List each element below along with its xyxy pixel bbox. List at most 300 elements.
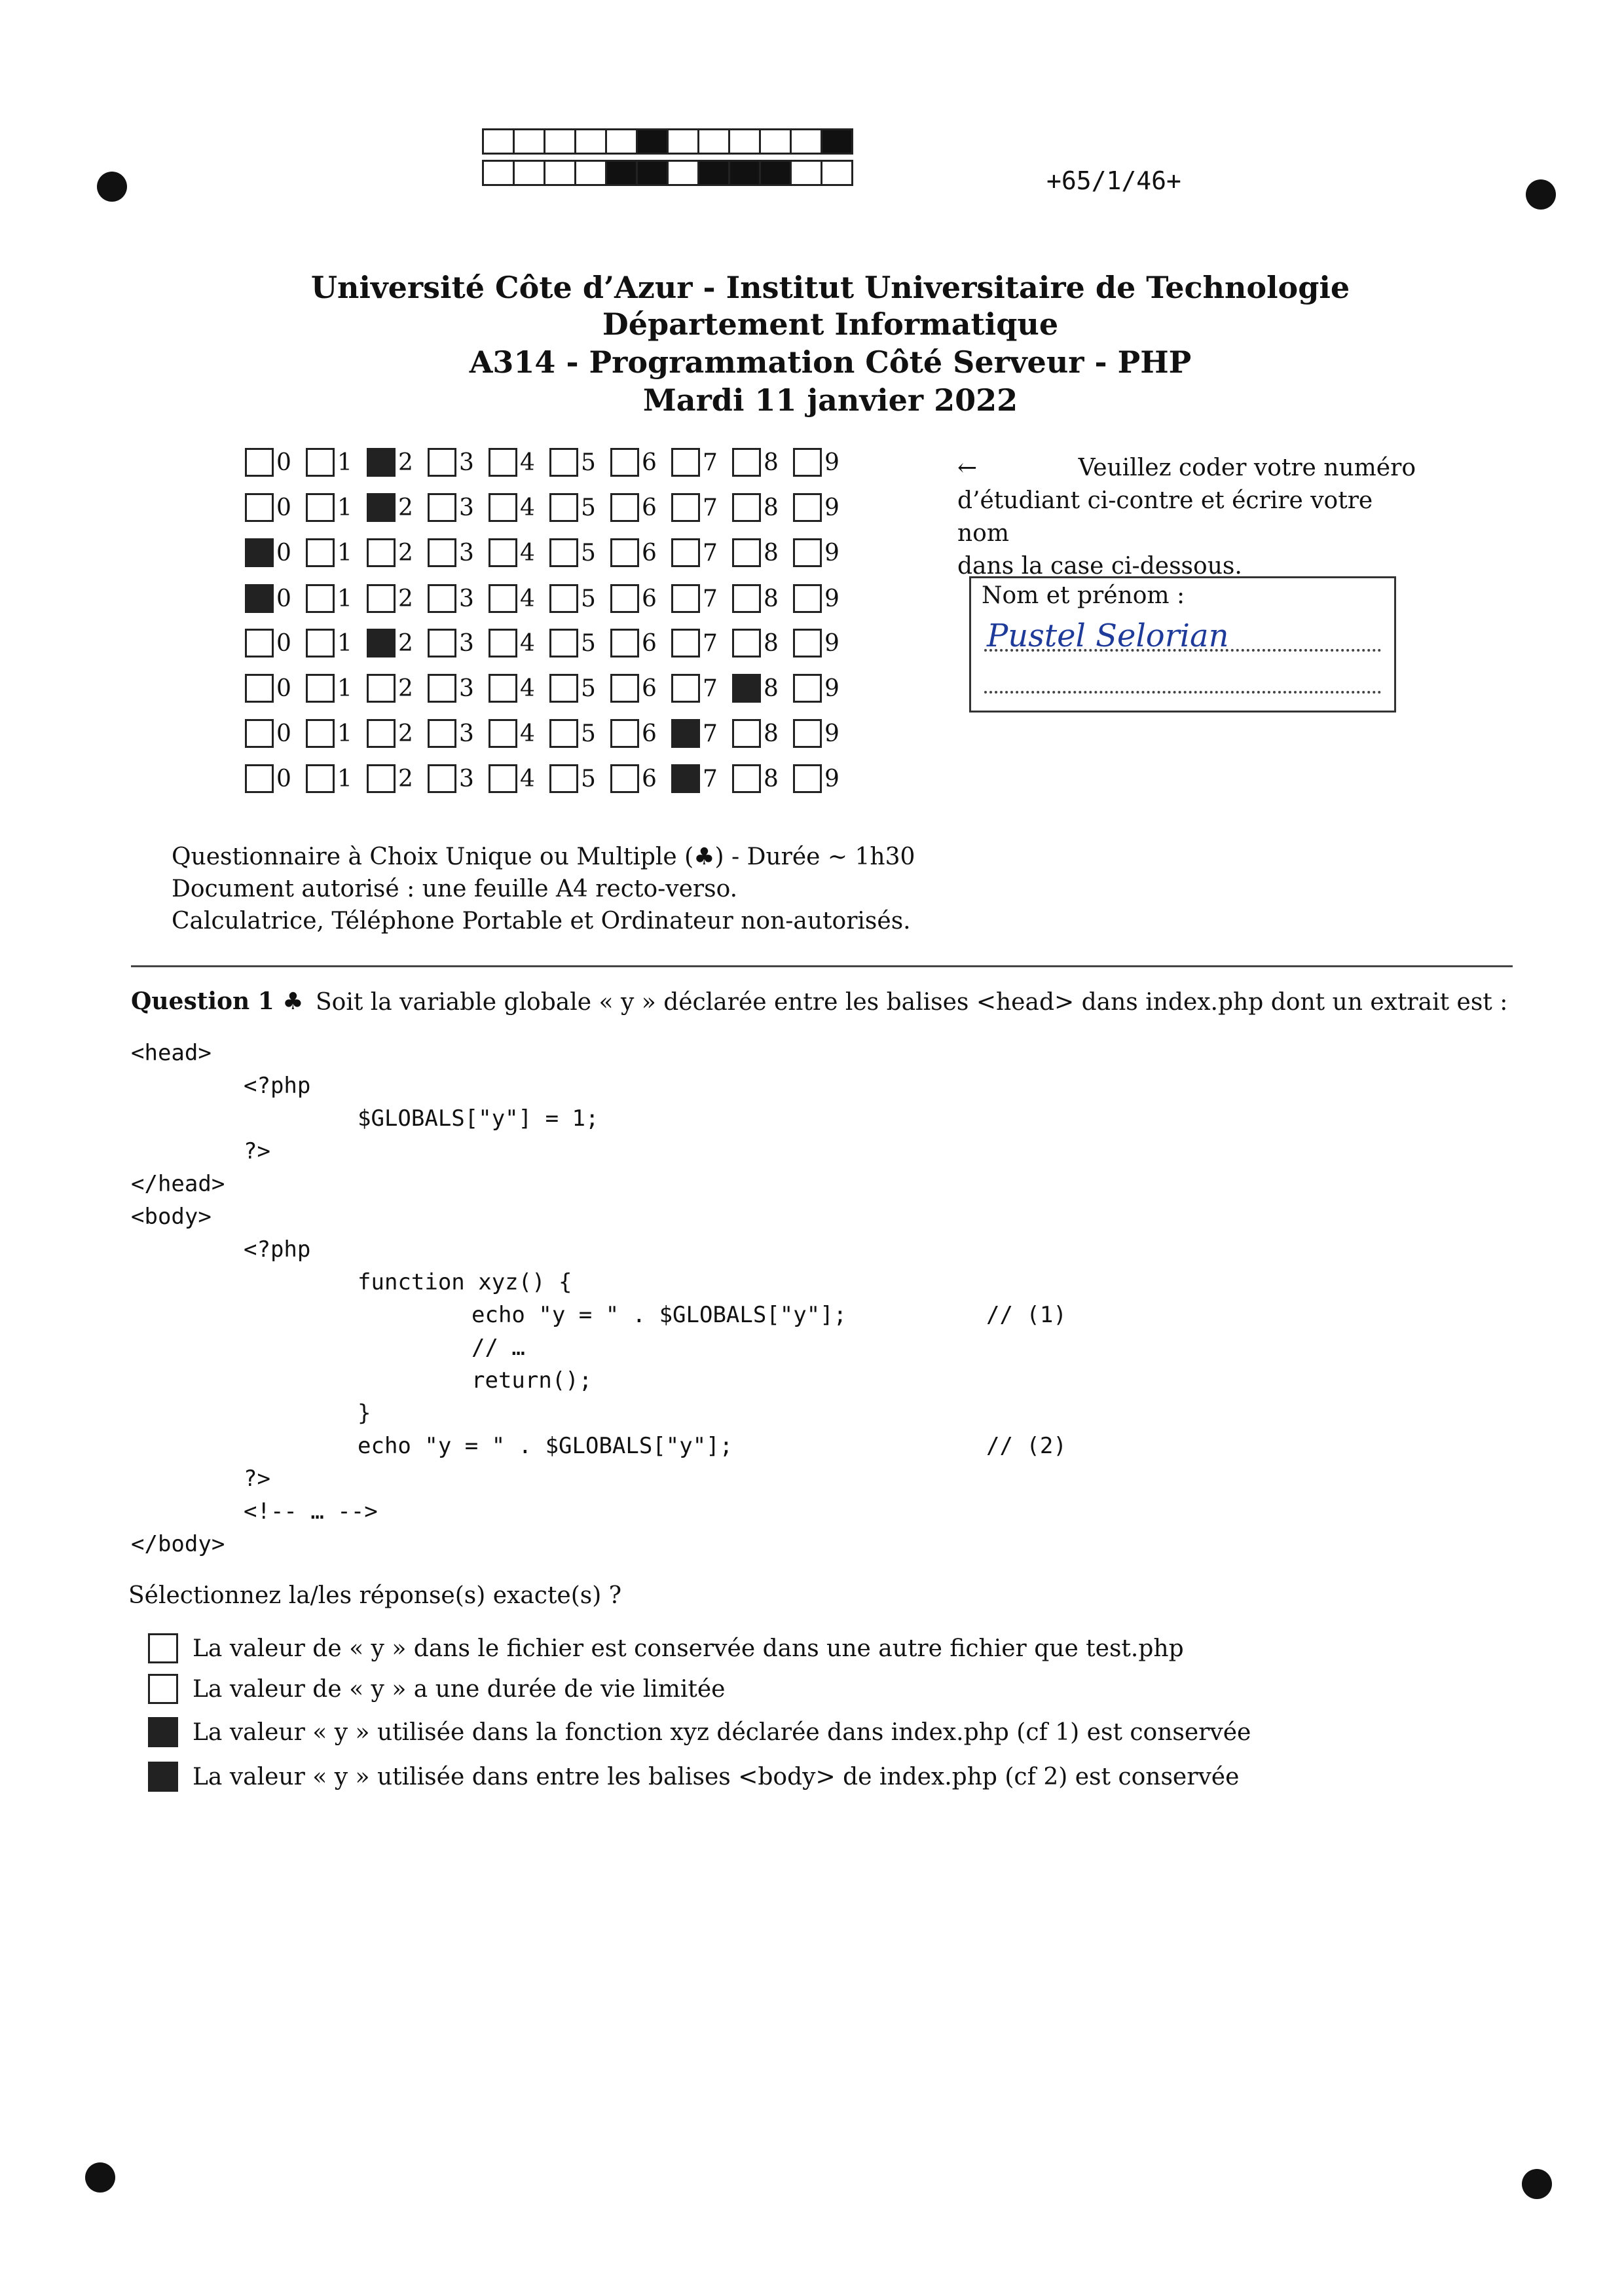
answer-checkbox[interactable] — [148, 1717, 178, 1747]
digit-checkbox[interactable] — [549, 674, 578, 703]
digit-checkbox[interactable] — [306, 448, 335, 477]
student-id-digit[interactable] — [428, 764, 489, 793]
barcode-cell — [574, 128, 607, 155]
student-id-digit[interactable] — [428, 584, 489, 613]
barcode-cell — [513, 128, 545, 155]
student-id-digit[interactable] — [732, 764, 793, 793]
answer-checkbox[interactable] — [148, 1674, 178, 1704]
digit-checkbox[interactable] — [489, 584, 517, 613]
digit-label: 9 — [824, 449, 840, 476]
student-id-digit[interactable] — [732, 719, 793, 748]
student-id-digit[interactable] — [367, 629, 428, 657]
barcode-cell — [482, 160, 515, 186]
barcode-cell — [697, 160, 730, 186]
student-id-digit[interactable] — [245, 538, 306, 567]
barcode-cell — [544, 160, 576, 186]
answer-text: La valeur de « y » dans le fichier est conservée dans une autre fichier que test.php — [193, 1635, 1184, 1662]
digit-checkbox[interactable] — [306, 764, 335, 793]
code-line: return(); — [471, 1367, 593, 1394]
barcode-cell — [728, 128, 761, 155]
digit-checkbox[interactable] — [610, 764, 639, 793]
student-id-digit[interactable] — [367, 674, 428, 703]
digit-checkbox[interactable] — [428, 584, 456, 613]
digit-checkbox[interactable] — [610, 493, 639, 522]
digit-checkbox[interactable] — [306, 719, 335, 748]
barcode-cell — [759, 160, 792, 186]
digit-label: 9 — [824, 494, 840, 521]
student-id-digit[interactable] — [610, 448, 671, 477]
student-id-digit[interactable] — [793, 674, 854, 703]
digit-label: 8 — [764, 720, 779, 747]
digit-label: 7 — [703, 765, 718, 792]
id-instructions — [957, 452, 1416, 583]
digit-checkbox[interactable] — [793, 764, 822, 793]
digit-checkbox[interactable] — [549, 448, 578, 477]
digit-checkbox[interactable] — [610, 719, 639, 748]
student-id-digit[interactable] — [732, 448, 793, 477]
name-label: Nom et prénom : — [982, 582, 1185, 609]
student-id-digit[interactable] — [610, 764, 671, 793]
digit-label: 5 — [581, 539, 596, 566]
digit-checkbox[interactable] — [428, 629, 456, 657]
student-id-digit[interactable] — [671, 629, 732, 657]
digit-checkbox[interactable] — [306, 538, 335, 567]
code-line: </head> — [131, 1171, 225, 1197]
barcode-cell — [636, 160, 669, 186]
student-id-row — [245, 493, 854, 522]
student-id-digit[interactable] — [549, 629, 610, 657]
digit-label: 7 — [703, 675, 718, 702]
digit-label: 2 — [398, 675, 413, 702]
digit-checkbox[interactable] — [610, 674, 639, 703]
student-id-digit[interactable] — [306, 448, 367, 477]
question-1-title: Question 1 ♣ — [131, 988, 304, 1015]
digit-checkbox[interactable] — [549, 719, 578, 748]
digit-label: 1 — [337, 585, 352, 612]
digit-checkbox[interactable] — [671, 448, 700, 477]
digit-label: 5 — [581, 675, 596, 702]
student-id-digit[interactable] — [549, 538, 610, 567]
digit-checkbox[interactable] — [245, 764, 274, 793]
student-id-digit[interactable] — [489, 629, 549, 657]
student-id-digit[interactable] — [610, 493, 671, 522]
student-id-digit[interactable] — [610, 584, 671, 613]
student-id-digit[interactable] — [671, 448, 732, 477]
digit-label: 6 — [642, 539, 657, 566]
student-id-digit[interactable] — [428, 719, 489, 748]
student-id-digit[interactable] — [245, 493, 306, 522]
answer-option-4[interactable] — [148, 1762, 1239, 1792]
code-line: echo "y = " . $GLOBALS["y"]; — [358, 1433, 733, 1459]
digit-checkbox[interactable] — [610, 584, 639, 613]
student-id-digit[interactable] — [793, 719, 854, 748]
digit-label: 2 — [398, 585, 413, 612]
digit-label: 2 — [398, 449, 413, 476]
digit-checkbox[interactable] — [367, 493, 396, 522]
answer-checkbox[interactable] — [148, 1633, 178, 1663]
header-course: A314 - Programmation Côté Serveur - PHP — [469, 344, 1192, 380]
student-id-digit[interactable] — [245, 674, 306, 703]
digit-checkbox[interactable] — [306, 584, 335, 613]
digit-label: 8 — [764, 539, 779, 566]
student-id-digit[interactable] — [793, 493, 854, 522]
digit-label: 8 — [764, 675, 779, 702]
student-id-digit[interactable] — [610, 719, 671, 748]
digit-checkbox[interactable] — [671, 674, 700, 703]
student-id-digit[interactable] — [549, 719, 610, 748]
digit-label: 6 — [642, 449, 657, 476]
digit-label: 1 — [337, 720, 352, 747]
barcode-cell — [759, 128, 792, 155]
digit-checkbox[interactable] — [245, 584, 274, 613]
separator-line — [131, 965, 1513, 967]
student-id-digit[interactable] — [367, 764, 428, 793]
digit-checkbox[interactable] — [489, 719, 517, 748]
student-id-row — [245, 448, 854, 477]
digit-label: 7 — [703, 494, 718, 521]
digit-checkbox[interactable] — [428, 493, 456, 522]
digit-checkbox[interactable] — [671, 538, 700, 567]
digit-checkbox[interactable] — [549, 493, 578, 522]
digit-label: 3 — [459, 449, 474, 476]
student-id-digit[interactable] — [306, 674, 367, 703]
digit-label: 4 — [520, 494, 535, 521]
page-id: +65/1/46+ — [1046, 166, 1181, 195]
student-id-digit[interactable] — [793, 584, 854, 613]
student-id-digit[interactable] — [489, 584, 549, 613]
student-id-row — [245, 584, 854, 613]
student-id-digit[interactable] — [793, 538, 854, 567]
digit-label: 4 — [520, 720, 535, 747]
student-id-digit[interactable] — [306, 719, 367, 748]
student-id-digit[interactable] — [306, 584, 367, 613]
student-id-digit[interactable] — [489, 764, 549, 793]
digit-label: 3 — [459, 765, 474, 792]
digit-label: 4 — [520, 765, 535, 792]
student-id-digit[interactable] — [610, 538, 671, 567]
student-id-digit[interactable] — [489, 448, 549, 477]
student-id-digit[interactable] — [367, 719, 428, 748]
student-id-digit[interactable] — [306, 629, 367, 657]
digit-checkbox[interactable] — [367, 538, 396, 567]
digit-checkbox[interactable] — [671, 493, 700, 522]
digit-checkbox[interactable] — [367, 674, 396, 703]
digit-label: 3 — [459, 629, 474, 657]
digit-checkbox[interactable] — [489, 674, 517, 703]
code-line: echo "y = " . $GLOBALS["y"]; — [471, 1302, 847, 1328]
code-line: <?php — [244, 1073, 311, 1099]
digit-checkbox[interactable] — [306, 674, 335, 703]
digit-checkbox[interactable] — [671, 719, 700, 748]
digit-label: 4 — [520, 585, 535, 612]
student-id-digit[interactable] — [671, 719, 732, 748]
digit-checkbox[interactable] — [793, 538, 822, 567]
digit-label: 5 — [581, 494, 596, 521]
student-id-digit[interactable] — [549, 493, 610, 522]
student-id-digit[interactable] — [489, 493, 549, 522]
digit-label: 3 — [459, 539, 474, 566]
digit-checkbox[interactable] — [428, 764, 456, 793]
student-id-digit[interactable] — [245, 584, 306, 613]
digit-label: 4 — [520, 539, 535, 566]
student-id-digit[interactable] — [306, 538, 367, 567]
student-id-digit[interactable] — [671, 584, 732, 613]
digit-label: 9 — [824, 629, 840, 657]
digit-checkbox[interactable] — [671, 584, 700, 613]
exam-info-duration: Questionnaire à Choix Unique ou Multiple (♣) - Durée ∼ 1h30 — [172, 843, 915, 870]
digit-label: 9 — [824, 675, 840, 702]
digit-checkbox[interactable] — [732, 764, 761, 793]
digit-checkbox[interactable] — [671, 764, 700, 793]
digit-checkbox[interactable] — [428, 674, 456, 703]
digit-label: 3 — [459, 494, 474, 521]
digit-label: 4 — [520, 675, 535, 702]
student-id-digit[interactable] — [428, 629, 489, 657]
digit-label: 8 — [764, 585, 779, 612]
digit-checkbox[interactable] — [549, 764, 578, 793]
digit-checkbox[interactable] — [610, 448, 639, 477]
student-id-digit[interactable] — [793, 448, 854, 477]
digit-label: 0 — [276, 585, 291, 612]
exam-info-documents: Document autorisé : une feuille A4 recto-verso. — [172, 876, 738, 902]
digit-label: 8 — [764, 629, 779, 657]
digit-checkbox[interactable] — [489, 764, 517, 793]
digit-label: 8 — [764, 449, 779, 476]
digit-checkbox[interactable] — [489, 538, 517, 567]
digit-checkbox[interactable] — [793, 629, 822, 657]
student-id-digit[interactable] — [793, 629, 854, 657]
digit-checkbox[interactable] — [793, 448, 822, 477]
digit-checkbox[interactable] — [245, 629, 274, 657]
digit-checkbox[interactable] — [732, 719, 761, 748]
registration-mark — [85, 2162, 115, 2193]
digit-label: 5 — [581, 765, 596, 792]
digit-label: 6 — [642, 675, 657, 702]
student-id-digit[interactable] — [671, 538, 732, 567]
student-id-digit[interactable] — [671, 493, 732, 522]
student-id-digit[interactable] — [245, 629, 306, 657]
barcode-cell — [821, 160, 853, 186]
digit-checkbox[interactable] — [489, 629, 517, 657]
digit-checkbox[interactable] — [793, 719, 822, 748]
digit-label: 0 — [276, 720, 291, 747]
answer-checkbox[interactable] — [148, 1762, 178, 1792]
answer-text: La valeur de « y » a une durée de vie limitée — [193, 1675, 726, 1703]
digit-label: 2 — [398, 765, 413, 792]
student-id-digit[interactable] — [306, 493, 367, 522]
digit-checkbox[interactable] — [489, 448, 517, 477]
digit-checkbox[interactable] — [306, 629, 335, 657]
digit-label: 7 — [703, 629, 718, 657]
student-id-row — [245, 719, 854, 748]
digit-checkbox[interactable] — [671, 629, 700, 657]
digit-label: 0 — [276, 539, 291, 566]
digit-label: 3 — [459, 585, 474, 612]
digit-checkbox[interactable] — [793, 493, 822, 522]
barcode-cell — [513, 160, 545, 186]
digit-label: 5 — [581, 449, 596, 476]
digit-label: 6 — [642, 629, 657, 657]
digit-label: 1 — [337, 539, 352, 566]
student-id-digit[interactable] — [732, 629, 793, 657]
name-dotted-line — [984, 649, 1381, 652]
student-id-digit[interactable] — [428, 448, 489, 477]
digit-checkbox[interactable] — [367, 719, 396, 748]
student-id-digit[interactable] — [610, 674, 671, 703]
student-id-digit[interactable] — [428, 493, 489, 522]
student-id-digit[interactable] — [732, 538, 793, 567]
header-date: Mardi 11 janvier 2022 — [642, 382, 1018, 418]
digit-checkbox[interactable] — [245, 719, 274, 748]
digit-checkbox[interactable] — [367, 584, 396, 613]
student-id-digit[interactable] — [306, 764, 367, 793]
digit-label: 0 — [276, 494, 291, 521]
digit-checkbox[interactable] — [549, 584, 578, 613]
code-line: </body> — [131, 1531, 225, 1557]
answer-option-2[interactable] — [148, 1674, 725, 1704]
digit-checkbox[interactable] — [306, 493, 335, 522]
code-line: <body> — [131, 1204, 212, 1230]
digit-label: 6 — [642, 494, 657, 521]
barcode-cell — [667, 160, 699, 186]
student-id-digit[interactable] — [610, 629, 671, 657]
student-id-digit[interactable] — [367, 448, 428, 477]
digit-label: 0 — [276, 675, 291, 702]
digit-checkbox[interactable] — [549, 538, 578, 567]
name-handwritten: Pustel Selorian — [987, 618, 1229, 654]
digit-label: 3 — [459, 720, 474, 747]
digit-checkbox[interactable] — [732, 493, 761, 522]
student-id-digit[interactable] — [489, 674, 549, 703]
digit-checkbox[interactable] — [732, 674, 761, 703]
digit-label: 0 — [276, 765, 291, 792]
digit-label: 7 — [703, 449, 718, 476]
code-line: function xyz() { — [358, 1269, 572, 1295]
digit-label: 9 — [824, 585, 840, 612]
student-id-digit[interactable] — [732, 584, 793, 613]
digit-label: 6 — [642, 585, 657, 612]
digit-checkbox[interactable] — [732, 538, 761, 567]
digit-label: 0 — [276, 449, 291, 476]
digit-checkbox[interactable] — [245, 674, 274, 703]
student-id-digit[interactable] — [245, 764, 306, 793]
student-id-digit[interactable] — [489, 719, 549, 748]
registration-mark — [1522, 2169, 1552, 2199]
digit-label: 2 — [398, 720, 413, 747]
student-id-digit[interactable] — [549, 584, 610, 613]
student-id-digit[interactable] — [671, 764, 732, 793]
student-id-digit[interactable] — [732, 674, 793, 703]
student-id-digit[interactable] — [367, 584, 428, 613]
answer-text: La valeur « y » utilisée dans entre les balises <body> de index.php (cf 2) est conservée — [193, 1763, 1240, 1790]
digit-label: 6 — [642, 720, 657, 747]
digit-checkbox[interactable] — [793, 674, 822, 703]
student-id-row — [245, 674, 854, 703]
code-comment: // (1) — [986, 1302, 1067, 1328]
answer-option-3[interactable] — [148, 1717, 1251, 1747]
digit-label: 1 — [337, 675, 352, 702]
digit-label: 9 — [824, 720, 840, 747]
digit-label: 7 — [703, 720, 718, 747]
barcode-cell — [667, 128, 699, 155]
digit-checkbox[interactable] — [428, 719, 456, 748]
question-1-prompt: Sélectionnez la/les réponse(s) exacte(s) ? — [128, 1582, 622, 1609]
code-line: ?> — [244, 1466, 270, 1492]
header-university: Université Côte d’Azur - Institut Universitaire de Technologie — [310, 270, 1350, 305]
student-id-digit[interactable] — [367, 493, 428, 522]
digit-checkbox[interactable] — [428, 538, 456, 567]
digit-checkbox[interactable] — [732, 584, 761, 613]
header-department: Département Informatique — [602, 306, 1059, 342]
digit-label: 2 — [398, 629, 413, 657]
student-id-digit[interactable] — [245, 448, 306, 477]
barcode-cell — [697, 128, 730, 155]
student-id-digit[interactable] — [549, 764, 610, 793]
digit-checkbox[interactable] — [610, 629, 639, 657]
digit-label: 1 — [337, 494, 352, 521]
digit-label: 9 — [824, 765, 840, 792]
barcode-cell — [605, 128, 638, 155]
barcode-cell — [636, 128, 669, 155]
digit-checkbox[interactable] — [489, 493, 517, 522]
digit-checkbox[interactable] — [245, 448, 274, 477]
student-id-digit[interactable] — [671, 674, 732, 703]
code-line: <head> — [131, 1040, 212, 1066]
instruction-line-3: dans la case ci-dessous. — [957, 553, 1242, 580]
student-id-digit[interactable] — [428, 674, 489, 703]
student-id-digit[interactable] — [245, 719, 306, 748]
digit-checkbox[interactable] — [245, 493, 274, 522]
digit-checkbox[interactable] — [610, 538, 639, 567]
left-arrow-icon: ← — [957, 454, 978, 481]
digit-checkbox[interactable] — [245, 538, 274, 567]
digit-label: 4 — [520, 449, 535, 476]
digit-checkbox[interactable] — [367, 448, 396, 477]
digit-label: 7 — [703, 539, 718, 566]
code-comment: // (2) — [986, 1433, 1067, 1459]
instruction-line-2: d’étudiant ci-contre et écrire votre nom — [957, 487, 1373, 547]
digit-label: 7 — [703, 585, 718, 612]
barcode-cell — [605, 160, 638, 186]
digit-checkbox[interactable] — [367, 764, 396, 793]
digit-checkbox[interactable] — [732, 448, 761, 477]
student-id-digit[interactable] — [367, 538, 428, 567]
answer-text: La valeur « y » utilisée dans la fonction xyz déclarée dans index.php (cf 1) est conservée — [193, 1718, 1251, 1746]
barcode-cell — [574, 160, 607, 186]
answer-option-1[interactable] — [148, 1633, 1184, 1663]
digit-checkbox[interactable] — [549, 629, 578, 657]
student-id-digit[interactable] — [793, 764, 854, 793]
digit-checkbox[interactable] — [428, 448, 456, 477]
student-id-digit[interactable] — [549, 448, 610, 477]
question-1-text: Soit la variable globale « y » déclarée entre les balises <head> dans index.php dont un extrait est : — [316, 989, 1508, 1016]
code-line: // … — [471, 1335, 525, 1361]
digit-checkbox[interactable] — [793, 584, 822, 613]
student-id-digit[interactable] — [428, 538, 489, 567]
barcode-cell — [728, 160, 761, 186]
digit-label: 8 — [764, 494, 779, 521]
digit-checkbox[interactable] — [732, 629, 761, 657]
student-id-digit[interactable] — [489, 538, 549, 567]
digit-label: 1 — [337, 629, 352, 657]
digit-checkbox[interactable] — [367, 629, 396, 657]
student-id-digit[interactable] — [549, 674, 610, 703]
digit-label: 4 — [520, 629, 535, 657]
name-box[interactable] — [969, 576, 1396, 713]
barcode-cell — [790, 128, 822, 155]
student-id-digit[interactable] — [732, 493, 793, 522]
barcode-row-2 — [482, 160, 851, 186]
